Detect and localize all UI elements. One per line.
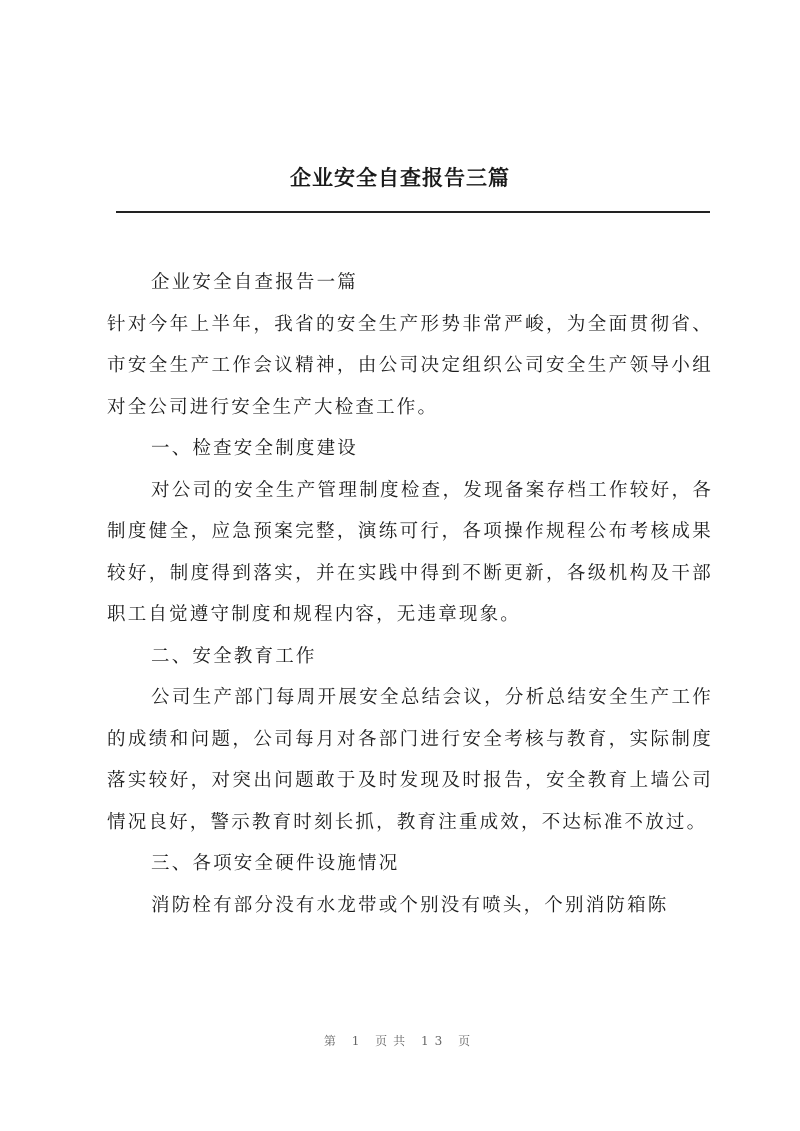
page-number-footer: 第 1 页共 13 页 (323, 1034, 477, 1048)
section-heading-hardware-facilities: 三、各项安全硬件设施情况 (151, 853, 400, 874)
section-heading-safety-system: 一、检查安全制度建设 (151, 438, 359, 459)
section-heading-safety-education: 二、安全教育工作 (151, 645, 317, 667)
paragraph-hardware-facilities: 消防栓有部分没有水龙带或个别没有喷头，个别消防箱陈 (151, 894, 669, 916)
title-divider (116, 211, 710, 213)
paragraph-safety-education: 公司生产部门每周开展安全总结会议，分析总结安全生产工作的成绩和问题，公司每月对各部门进行安全考核与教育，实际制度落实较好，对突出问题敢于及时发现及时报告，安全教育上墙公司情况良好，警示教育时刻长抓，教育注重成效，不达标准不放过。 (107, 687, 713, 833)
paragraph-safety-system: 对公司的安全生产管理制度检查，发现备案存档工作较好，各制度健全，应急预案完整，演练可行，各项操作规程公布考核成果较好，制度得到落实，并在实践中得到不断更新，各级机构及干部职工自觉遵守制度和规程内容，无违章现象。 (107, 479, 713, 625)
document-title: 企业安全自查报告三篇 (290, 165, 510, 190)
document-body (107, 262, 713, 926)
paragraph-intro: 针对今年上半年，我省的安全生产形势非常严峻，为全面贯彻省、市安全生产工作会议精神，由公司决定组织公司安全生产领导小组对全公司进行安全生产大检查工作。 (107, 313, 713, 418)
section-heading-report-one: 企业安全自查报告一篇 (151, 272, 359, 293)
